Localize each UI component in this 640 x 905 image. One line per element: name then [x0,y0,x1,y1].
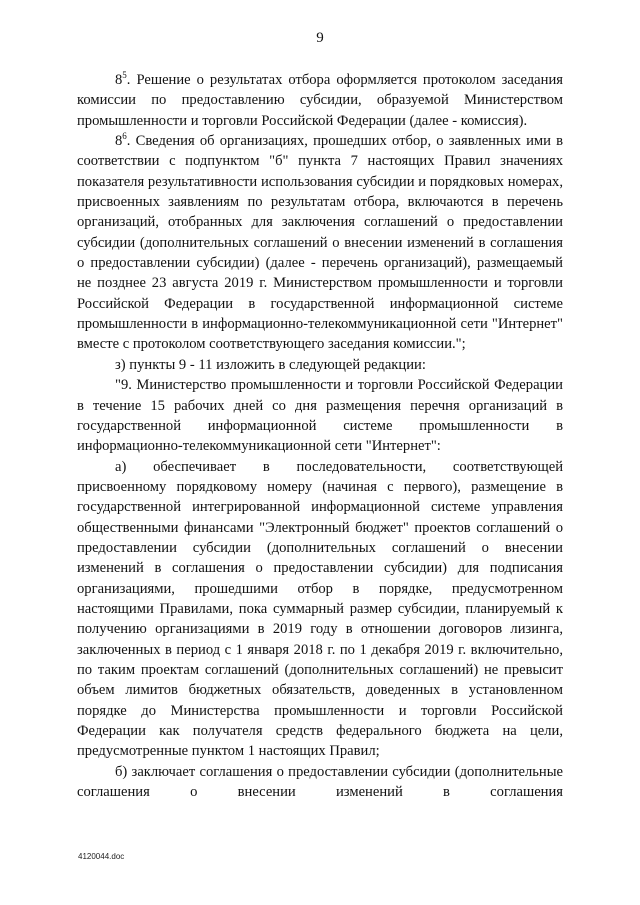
paragraph-9: "9. Министерство промышленности и торговли Российской Федерации в течение 15 рабочих дней со дня размещения перечня организаций в государственной информационной системе промышленности в информационно-телекоммуникационной сети "Интернет": [77,377,563,455]
paragraph-8-6: $8^6$. Сведения об организациях, прошедших отбор, о заявленных ими в соответствии с подпунктом "б" пункта 7 настоящих Правил значениях показателя результативности использования субсидии и порядковых номерах, присвоенных заявлениям по результатам отбора, включаются в перечень организаций, отобранных для заключения соглашений о предоставлении субсидии (дополнительных соглашений о внесении изменений в соглашения о предоставлении субсидии) (далее - перечень организаций), размещаемый не позднее 23 августа 2019 г. Министерством промышленности и торговли Российской Федерации в государственной информационной системе промышленности в информационно-телекоммуникационной сети "Интернет" вместе с протоколом соответствующего заседания комиссии."; [77,131,563,353]
clause-number: $8^6$ [115,131,127,150]
paragraph-8-5: $8^5$. Решение о результатах отбора оформляется протоколом заседания комиссии по предоставлению субсидии, образуемой Министерством промышленности и торговли Российской Федерации (далее - комиссия). [77,70,563,129]
page-number: 9 [316,30,324,46]
clause-number: $8^5$ [115,70,127,88]
paragraph-9-a: а) обеспечивает в последовательности, соответствующей присвоенному порядковому номеру (начиная с первого), размещение в государственной интегрированной информационной системе управления общественными финансами "Электронный бюджет" проектов соглашений о предоставлении субсидии (дополнительных соглашений о внесении изменений в соглашения о предоставлении субсидии) для подписания организациями, прошедшими отбор в порядке, предусмотренном настоящими Правилами, пока суммарный размер субсидии, планируемый к получению организациями в 2019 году в отношении договоров лизинга, заключенных в период с 1 января 2018 г. по 1 декабря 2019 г. включительно, по таким проектам соглашений (дополнительных соглашений) не превысит объем лимитов бюджетных обязательств, доведенных в установленном порядке до Министерства промышленности и торговли Российской Федерации как получателя средств федерального бюджета на цели, предусмотренные пунктом 1 настоящих Правил; [77,458,563,760]
file-name-footer: 4120044.doc [78,852,125,861]
paragraph-amendment-z: з) пункты 9 - 11 изложить в следующей редакции: [115,356,426,373]
document-body [77,70,563,802]
paragraph-9-b: б) заключает соглашения о предоставлении субсидии (дополнительные соглашения о внесении изменений в соглашения [77,763,563,801]
